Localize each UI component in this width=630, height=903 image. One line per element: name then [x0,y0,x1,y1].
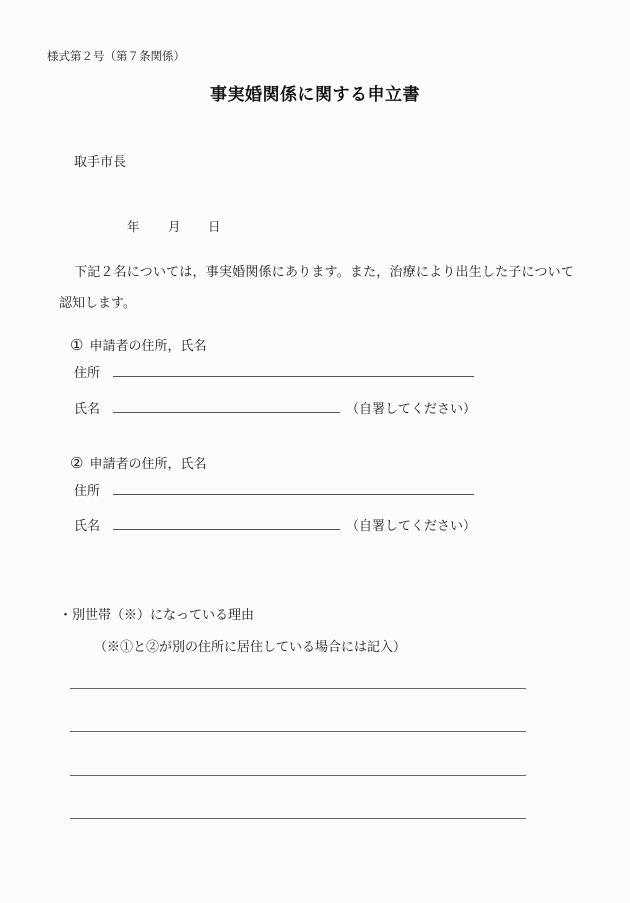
applicant-1-signature-note: （自署してください） [346,402,477,417]
applicant-1-heading-text: 申請者の住所，氏名 [89,339,207,354]
form-number: 様式第２号（第７条関係） [47,49,185,63]
separate-household-heading: ・別世帯（※）になっている理由 [59,608,255,623]
applicant-2-signature-note: （自署してください） [346,519,477,534]
reason-line-2[interactable] [70,731,526,732]
applicant-2-heading [70,453,206,472]
applicant-2-name-label: 氏名 [74,519,101,534]
applicant-1-address-label: 住所 [74,366,101,381]
date-month-field[interactable]: 月 [168,219,181,234]
reason-line-4[interactable] [70,818,526,819]
applicant-1-name-field[interactable] [113,412,340,413]
statement-line-1: 下記２名については，事実婚関係にあります。また，治療により出生した子について [74,265,575,280]
date-day-field[interactable]: 日 [208,219,221,234]
date-year-field[interactable]: 年 [127,219,140,234]
reason-line-3[interactable] [70,775,526,776]
separate-household-note: （※①と②が別の住所に居住している場合には記入） [94,640,407,655]
circled-number-1: ① [70,336,84,354]
document-title: 事実婚関係に関する申立書 [210,85,420,105]
applicant-2-address-field[interactable] [113,494,474,495]
applicant-1-name-label: 氏名 [74,402,101,417]
applicant-1-heading [70,335,206,354]
reason-line-1[interactable] [70,688,526,689]
addressee: 取手市長 [74,155,127,170]
applicant-2-name-field[interactable] [113,529,340,530]
circled-number-2: ② [70,454,84,472]
statement-line-2: 認知します。 [59,296,136,311]
applicant-2-heading-text: 申請者の住所，氏名 [89,457,207,472]
applicant-2-address-label: 住所 [74,484,101,499]
applicant-1-address-field[interactable] [113,376,474,377]
